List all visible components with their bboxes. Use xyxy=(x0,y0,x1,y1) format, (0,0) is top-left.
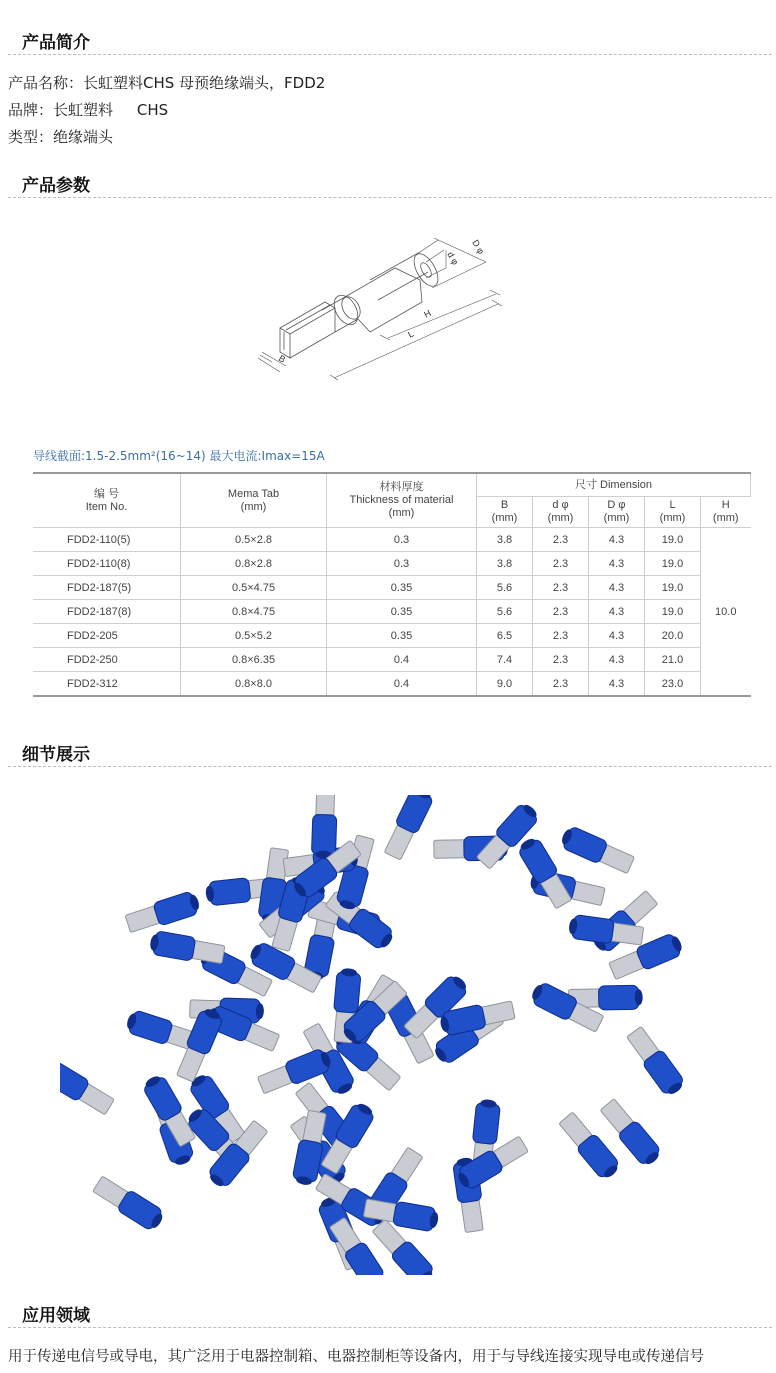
spec-row xyxy=(33,576,751,600)
blue-sleeve xyxy=(598,985,638,1010)
cell-D: 4.3 xyxy=(589,528,645,552)
cell-D: 4.3 xyxy=(589,672,645,697)
spec-row xyxy=(33,552,751,576)
label-D: D φ xyxy=(470,238,487,256)
cell-D: 4.3 xyxy=(589,600,645,624)
terminal-item xyxy=(124,890,202,936)
cell-item: FDD2-250 xyxy=(33,648,181,672)
blue-sleeve xyxy=(152,931,196,962)
insulator-front xyxy=(329,291,362,329)
header-d: d φ (mm) xyxy=(533,497,589,528)
cell-thickness: 0.35 xyxy=(327,600,477,624)
cell-L: 20.0 xyxy=(645,624,701,648)
cell-tab: 0.8×2.8 xyxy=(181,552,327,576)
cell-thickness: 0.35 xyxy=(327,576,477,600)
header-thick-cn: 材料厚度 xyxy=(379,481,424,493)
blue-sleeve xyxy=(334,971,361,1013)
cell-B: 5.6 xyxy=(477,576,533,600)
terminal-item xyxy=(148,930,225,966)
terminals-illustration xyxy=(60,795,690,1275)
header-B: B (mm) xyxy=(477,497,533,528)
cell-B: 9.0 xyxy=(477,672,533,697)
dim-d xyxy=(426,250,446,278)
blue-sleeve xyxy=(292,1139,323,1183)
header-D: D φ (mm) xyxy=(589,497,645,528)
cell-L: 19.0 xyxy=(645,552,701,576)
tab-bottom xyxy=(290,308,335,358)
terminal-item xyxy=(558,824,635,876)
cell-H: 10.0 xyxy=(701,528,751,697)
blue-sleeve xyxy=(472,1102,500,1144)
product-name: 产品名称：长虹塑料CHS 母预绝缘端头，FDD2 xyxy=(8,74,326,92)
header-item-cn: 编 号 xyxy=(93,487,120,500)
spec-header-row-1 xyxy=(33,473,751,497)
cell-L: 19.0 xyxy=(645,576,701,600)
label-d: d φ xyxy=(445,250,461,267)
cell-item: FDD2-187(8) xyxy=(33,600,181,624)
terminal-item xyxy=(624,1025,687,1099)
header-item xyxy=(33,473,181,528)
cell-item: FDD2-110(5) xyxy=(33,528,181,552)
header-thickness xyxy=(327,473,477,528)
cell-d: 2.3 xyxy=(533,600,589,624)
tab-rolled-edge xyxy=(284,305,330,350)
cell-thickness: 0.3 xyxy=(327,552,477,576)
cell-thickness: 0.4 xyxy=(327,648,477,672)
product-type: 类型：绝缘端头 xyxy=(8,128,114,146)
spec-table xyxy=(33,472,751,697)
cell-B: 5.6 xyxy=(477,600,533,624)
terminal-item xyxy=(363,1196,440,1232)
header-item-en: Item No. xyxy=(85,500,128,513)
terminal-item xyxy=(335,834,377,912)
cell-D: 4.3 xyxy=(589,648,645,672)
section-header-intro xyxy=(8,26,772,55)
cell-tab: 0.8×6.35 xyxy=(181,648,327,672)
header-dimension: 尺寸 Dimension xyxy=(477,473,751,497)
cell-D: 4.3 xyxy=(589,552,645,576)
spec-row xyxy=(33,672,751,697)
cell-tab: 0.8×4.75 xyxy=(181,600,327,624)
spec-row xyxy=(33,528,751,552)
label-H: H xyxy=(422,307,433,320)
cell-thickness: 0.35 xyxy=(327,624,477,648)
header-tab xyxy=(181,473,327,528)
blue-sleeve xyxy=(571,915,614,944)
cell-tab: 0.5×5.2 xyxy=(181,624,327,648)
header-L: L (mm) xyxy=(645,497,701,528)
cell-thickness: 0.3 xyxy=(327,528,477,552)
cell-L: 21.0 xyxy=(645,648,701,672)
terminal-item xyxy=(91,1174,166,1234)
cell-tab: 0.5×2.8 xyxy=(181,528,327,552)
section-header-details xyxy=(8,738,772,767)
terminal-dimension-diagram xyxy=(250,210,510,400)
product-photo xyxy=(60,795,690,1275)
label-B: B xyxy=(277,353,288,365)
header-thick-unit: (mm) xyxy=(388,507,415,519)
cell-d: 2.3 xyxy=(533,576,589,600)
header-thick-en: Thickness of material xyxy=(349,494,454,506)
section-title-intro: 产品简介 xyxy=(22,33,90,53)
spec-row xyxy=(33,624,751,648)
metal-tab xyxy=(434,840,468,859)
cell-B: 3.8 xyxy=(477,528,533,552)
section-header-application xyxy=(8,1299,772,1328)
barrel-ring xyxy=(338,294,364,323)
cell-L: 23.0 xyxy=(645,672,701,697)
terminal-item xyxy=(382,795,436,861)
header-H: H (mm) xyxy=(701,497,751,528)
cell-B: 7.4 xyxy=(477,648,533,672)
blue-sleeve xyxy=(311,814,336,855)
cell-D: 4.3 xyxy=(589,624,645,648)
section-title-params: 产品参数 xyxy=(22,176,90,196)
product-brand: 品牌：长虹塑料 CHS xyxy=(8,101,169,119)
cell-d: 2.3 xyxy=(533,624,589,648)
cell-d: 2.3 xyxy=(533,552,589,576)
cell-item: FDD2-312 xyxy=(33,672,181,697)
section-title-application: 应用领域 xyxy=(22,1306,90,1326)
header-tab-en: Mema Tab xyxy=(227,487,280,500)
cell-tab: 0.8×8.0 xyxy=(181,672,327,697)
section-title-details: 细节展示 xyxy=(22,745,90,765)
label-L: L xyxy=(406,328,416,340)
terminal-item xyxy=(256,1047,334,1097)
cell-d: 2.3 xyxy=(533,672,589,697)
spec-row xyxy=(33,648,751,672)
cell-L: 19.0 xyxy=(645,600,701,624)
cell-item: FDD2-110(8) xyxy=(33,552,181,576)
application-text: 用于传递电信号或导电，其广泛用于电器控制箱、电器控制柜等设备内，用于与导线连接实现导电或传递信号 xyxy=(8,1349,704,1365)
insulator-rear xyxy=(409,250,443,290)
cell-item: FDD2-187(5) xyxy=(33,576,181,600)
section-header-params xyxy=(8,169,772,198)
insulator-body xyxy=(345,268,422,332)
cell-B: 3.8 xyxy=(477,552,533,576)
terminal-item xyxy=(60,1059,116,1118)
terminal-item xyxy=(311,795,338,859)
cell-B: 6.5 xyxy=(477,624,533,648)
cell-d: 2.3 xyxy=(533,528,589,552)
dim-H xyxy=(380,290,500,340)
spec-row xyxy=(33,600,751,624)
cell-L: 19.0 xyxy=(645,528,701,552)
cell-D: 4.3 xyxy=(589,576,645,600)
dim-L xyxy=(330,300,502,380)
spec-title: 导线截面:1.5-2.5mm²(16~14) 最大电流:Imax=15A xyxy=(33,449,325,463)
blue-sleeve xyxy=(392,1201,436,1232)
blue-sleeve xyxy=(209,878,251,906)
cell-d: 2.3 xyxy=(533,648,589,672)
cell-thickness: 0.4 xyxy=(327,672,477,697)
header-tab-unit: (mm) xyxy=(240,500,267,513)
cell-item: FDD2-205 xyxy=(33,624,181,648)
cell-tab: 0.5×4.75 xyxy=(181,576,327,600)
